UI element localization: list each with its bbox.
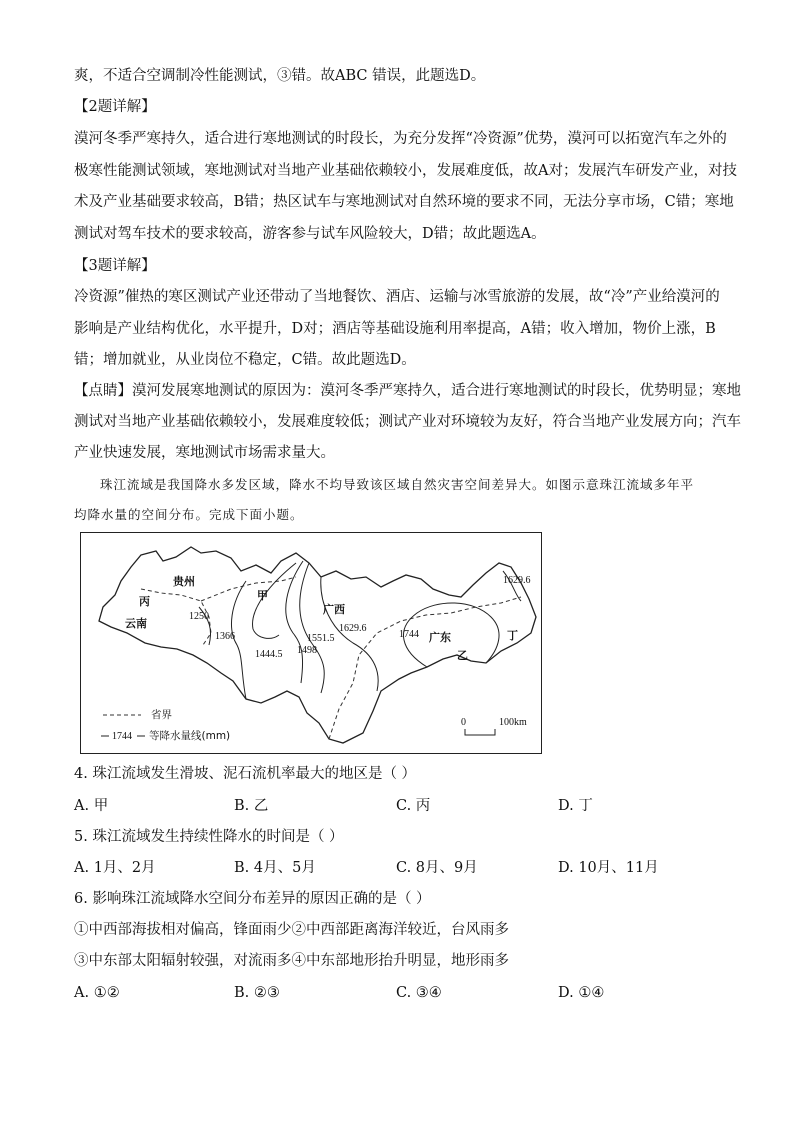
- line-q3-1: 冷资源”催热的寒区测试产业还带动了当地餐饮、酒店、运输与冰雪旅游的发展，故“冷”产业给漠河的: [74, 289, 720, 305]
- map-svg: [81, 533, 541, 753]
- q6-statement-2: ③中东部太阳辐射较强，对流雨多④中东部地形抬升明显，地形雨多: [74, 953, 509, 969]
- label-yunnan: 云南: [125, 617, 147, 630]
- isohyet-label-1629-east: 1629.6: [503, 575, 531, 586]
- legend-isohyet-value: 1744: [112, 731, 132, 742]
- q4-option-b[interactable]: B. 乙: [234, 798, 269, 814]
- legend-isohyet-label: 等降水量线(mm): [149, 730, 231, 742]
- label-jia: 甲: [257, 589, 268, 602]
- label-guangdong: 广东: [429, 631, 451, 644]
- scale-zero: 0: [461, 717, 466, 728]
- scale-bar: [465, 729, 495, 735]
- line-tip-1: 【点睛】漠河发展寒地测试的原因为：漠河冬季严寒持久，适合进行寒地测试的时段长，优势明显；寒地: [74, 383, 741, 399]
- isohyet-label-1498: 1498: [297, 645, 317, 656]
- label-bing: 丙: [139, 595, 150, 608]
- q6-option-a[interactable]: A. ①②: [74, 985, 120, 1001]
- heading-q3-detail: 【3题详解】: [74, 258, 156, 274]
- line-q3-2: 影响是产业结构优化，水平提升，D对；酒店等基础设施利用率提高，A错；收入增加，物价上涨，B: [74, 321, 716, 337]
- isohyet-label-1629-west: 1629.6: [339, 623, 367, 634]
- scale-distance: 100km: [499, 717, 527, 728]
- heading-q2-detail: 【2题详解】: [74, 99, 156, 115]
- q5-option-c[interactable]: C. 8月、9月: [396, 860, 478, 876]
- q4-option-c[interactable]: C. 丙: [396, 798, 431, 814]
- q5-option-d[interactable]: D. 10月、11月: [558, 860, 659, 876]
- q6-option-b[interactable]: B. ②③: [234, 985, 280, 1001]
- intro-line-2: 均降水量的空间分布。完成下面小题。: [74, 507, 304, 522]
- isohyet-label-1250: 1250: [189, 611, 209, 622]
- line-tip-2: 测试对当地产业基础依赖较小，发展难度较低；测试产业对环境较为友好，符合当地产业发展方向；汽车: [74, 414, 741, 430]
- label-ding: 丁: [507, 629, 518, 642]
- q6-option-c[interactable]: C. ③④: [396, 985, 442, 1001]
- label-guizhou: 贵州: [173, 575, 195, 588]
- q4-option-d[interactable]: D. 丁: [558, 798, 593, 814]
- isohyet-label-1551: 1551.5: [307, 633, 335, 644]
- line-q2-1: 漠河冬季严寒持久，适合进行寒地测试的时段长，为充分发挥“冷资源”优势，漠河可以拓宽汽车之外的: [74, 131, 727, 147]
- legend-boundary-label: 省界: [151, 709, 172, 721]
- label-yi: 乙: [457, 649, 468, 662]
- q5-option-a[interactable]: A. 1月、2月: [74, 860, 156, 876]
- isohyet-label-1366: 1366: [215, 631, 235, 642]
- line-q3-3: 错；增加就业，从业岗位不稳定，C错。故此题选D。: [74, 352, 416, 368]
- q6-statement-1: ①中西部海拔相对偏高，锋面雨少②中西部距离海洋较近，台风雨多: [74, 922, 509, 938]
- label-guangxi: 广西: [323, 603, 345, 616]
- q6-option-d[interactable]: D. ①④: [558, 985, 605, 1001]
- intro-line-1: 珠江流域是我国降水多发区域，降水不均导致该区域自然灾害空间差异大。如图示意珠江流域多年平: [100, 477, 695, 492]
- q5-option-b[interactable]: B. 4月、5月: [234, 860, 316, 876]
- line-p0: 爽，不适合空调制冷性能测试，③错。故ABC 错误，此题选D。: [74, 68, 486, 84]
- precipitation-map: [80, 532, 542, 754]
- isohyet-label-1744: 1744: [399, 629, 419, 640]
- question-5-stem: 5. 珠江流域发生持续性降水的时间是（ ）: [74, 829, 344, 845]
- line-q2-3: 术及产业基础要求较高，B错；热区试车与寒地测试对自然环境的要求不同，无法分享市场，C错；寒地: [74, 194, 734, 210]
- line-q2-2: 极寒性能测试领域，寒地测试对当地产业基础依赖较小，发展难度低，故A对；发展汽车研发产业，对技: [74, 163, 737, 179]
- isohyet-label-1444: 1444.5: [255, 649, 283, 660]
- line-q2-4: 测试对驾车技术的要求较高，游客参与试车风险较大，D错；故此题选A。: [74, 226, 546, 242]
- line-tip-3: 产业快速发展，寒地测试市场需求量大。: [74, 445, 335, 461]
- province-boundary-2: [201, 577, 296, 601]
- q4-option-a[interactable]: A. 甲: [74, 798, 109, 814]
- isohyet-1498: [286, 561, 303, 683]
- question-6-stem: 6. 影响珠江流域降水空间分布差异的原因正确的是（ ）: [74, 891, 431, 907]
- question-4-stem: 4. 珠江流域发生滑坡、泥石流机率最大的地区是（ ）: [74, 766, 417, 782]
